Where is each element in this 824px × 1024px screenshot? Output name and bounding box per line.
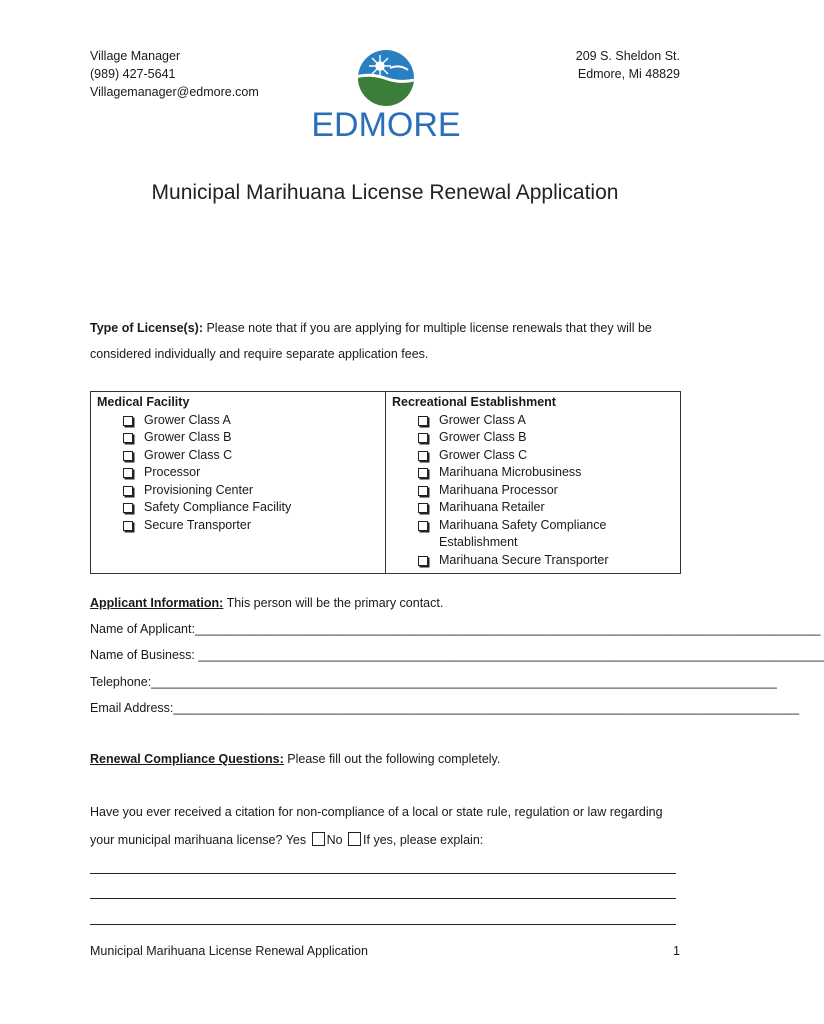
checkbox-item[interactable] xyxy=(418,412,674,430)
checkbox-item[interactable] xyxy=(123,499,379,517)
checkbox-label: Grower Class C xyxy=(439,447,528,462)
license-type-paragraph xyxy=(90,315,690,367)
checkbox-label: Marihuana Microbusiness xyxy=(439,465,582,479)
checkbox-icon[interactable] xyxy=(418,433,428,443)
checkbox-label: Grower Class A xyxy=(144,412,231,427)
checkbox-label: Marihuana Secure Transporter xyxy=(439,552,609,567)
checkbox-icon[interactable] xyxy=(123,503,133,513)
fill-line[interactable]: __________________________________________________________________________________________ xyxy=(151,675,777,689)
license-table xyxy=(90,391,681,574)
applicant-heading: Applicant Information: xyxy=(90,596,224,610)
checkbox-label: Safety Compliance Facility xyxy=(144,500,292,514)
checkbox-item[interactable] xyxy=(123,464,379,482)
checkbox-icon[interactable] xyxy=(123,433,133,443)
checkbox-label: Secure Transporter xyxy=(144,517,251,532)
checkbox-item[interactable] xyxy=(418,517,674,552)
yes-checkbox[interactable] xyxy=(312,832,325,846)
medical-list xyxy=(97,412,379,535)
question-text: your municipal marihuana license? Yes xyxy=(90,833,310,847)
no-label: No xyxy=(326,833,347,847)
explain-line[interactable] xyxy=(90,873,676,874)
compliance-question-line1: Have you ever received a citation for non-compliance of a local or state rule, regulation or law regarding xyxy=(90,805,663,819)
medical-title: Medical Facility xyxy=(97,395,190,409)
compliance-heading-line xyxy=(90,752,680,766)
checkbox-label: Processor xyxy=(144,465,201,479)
checkbox-label: Marihuana Safety Compliance Establishment xyxy=(439,517,607,549)
checkbox-label: Marihuana Processor xyxy=(439,482,558,497)
checkbox-item[interactable] xyxy=(418,447,674,465)
checkbox-label: Grower Class A xyxy=(439,412,526,427)
logo-text: EDMORE xyxy=(311,106,461,144)
field-label: Email Address: xyxy=(90,701,174,715)
telephone-field[interactable] xyxy=(90,675,777,689)
checkbox-icon[interactable] xyxy=(418,451,428,461)
edmore-logo xyxy=(288,46,484,142)
address-city: Edmore, Mi 48829 xyxy=(577,67,680,81)
checkbox-item[interactable] xyxy=(418,499,674,517)
checkbox-icon[interactable] xyxy=(418,416,428,426)
compliance-note: Please fill out the following completely. xyxy=(283,752,501,766)
contact-email: Villagemanager@edmore.com xyxy=(90,85,259,99)
recreational-title: Recreational Establishment xyxy=(392,395,556,409)
no-checkbox[interactable] xyxy=(348,832,361,846)
checkbox-item[interactable] xyxy=(418,464,674,482)
checkbox-icon[interactable] xyxy=(123,521,133,531)
checkbox-label: Provisioning Center xyxy=(144,482,254,497)
checkbox-item[interactable] xyxy=(123,517,379,535)
checkbox-icon[interactable] xyxy=(123,416,133,426)
medical-column xyxy=(91,392,386,574)
checkbox-icon[interactable] xyxy=(418,556,428,566)
field-label: Name of Applicant: xyxy=(90,622,195,636)
checkbox-item[interactable] xyxy=(123,482,379,500)
checkbox-icon[interactable] xyxy=(418,503,428,513)
explain-line[interactable] xyxy=(90,924,676,925)
checkbox-icon[interactable] xyxy=(418,521,428,531)
address-block xyxy=(576,47,680,83)
checkbox-item[interactable] xyxy=(123,429,379,447)
checkbox-label: Grower Class B xyxy=(439,430,527,444)
compliance-question-line2 xyxy=(90,832,680,847)
applicant-heading-line xyxy=(90,596,680,610)
checkbox-item[interactable] xyxy=(418,482,674,500)
compliance-heading: Renewal Compliance Questions: xyxy=(90,752,284,766)
page-title: Municipal Marihuana License Renewal Application xyxy=(151,181,619,204)
field-label: Name of Business: xyxy=(90,648,199,662)
checkbox-label: Marihuana Retailer xyxy=(439,500,545,514)
address-street: 209 S. Sheldon St. xyxy=(575,49,680,63)
contact-block xyxy=(90,47,259,101)
explain-label: If yes, please explain: xyxy=(363,833,484,847)
applicant-name-field[interactable] xyxy=(90,622,821,636)
checkbox-item[interactable] xyxy=(418,552,674,570)
contact-phone: (989) 427-5641 xyxy=(90,67,176,81)
license-type-label: Type of License(s): xyxy=(90,321,203,335)
field-label: Telephone: xyxy=(90,675,152,689)
checkbox-label: Grower Class C xyxy=(144,447,233,462)
applicant-note: This person will be the primary contact. xyxy=(223,596,444,610)
business-name-field[interactable] xyxy=(90,648,824,662)
recreational-list xyxy=(392,412,674,570)
email-field[interactable] xyxy=(90,701,800,715)
fill-line[interactable]: __________________________________________________________________________________________ xyxy=(198,648,824,662)
checkbox-icon[interactable] xyxy=(123,486,133,496)
checkbox-icon[interactable] xyxy=(123,451,133,461)
page-number: 1 xyxy=(673,944,680,958)
fill-line[interactable]: __________________________________________________________________________________________ xyxy=(194,622,821,636)
checkbox-icon[interactable] xyxy=(123,468,133,478)
explain-line[interactable] xyxy=(90,898,676,899)
contact-title: Village Manager xyxy=(90,49,181,63)
checkbox-icon[interactable] xyxy=(418,486,428,496)
checkbox-item[interactable] xyxy=(123,412,379,430)
license-type-text: Please note that if you are applying for multiple license renewals that they will be considered individually and require separate application fees. xyxy=(90,321,652,361)
recreational-column xyxy=(386,392,681,574)
fill-line[interactable]: __________________________________________________________________________________________ xyxy=(173,701,800,715)
checkbox-label: Grower Class B xyxy=(144,430,232,444)
checkbox-item[interactable] xyxy=(123,447,379,465)
checkbox-item[interactable] xyxy=(418,429,674,447)
checkbox-icon[interactable] xyxy=(418,468,428,478)
footer-title: Municipal Marihuana License Renewal Application xyxy=(90,944,368,958)
